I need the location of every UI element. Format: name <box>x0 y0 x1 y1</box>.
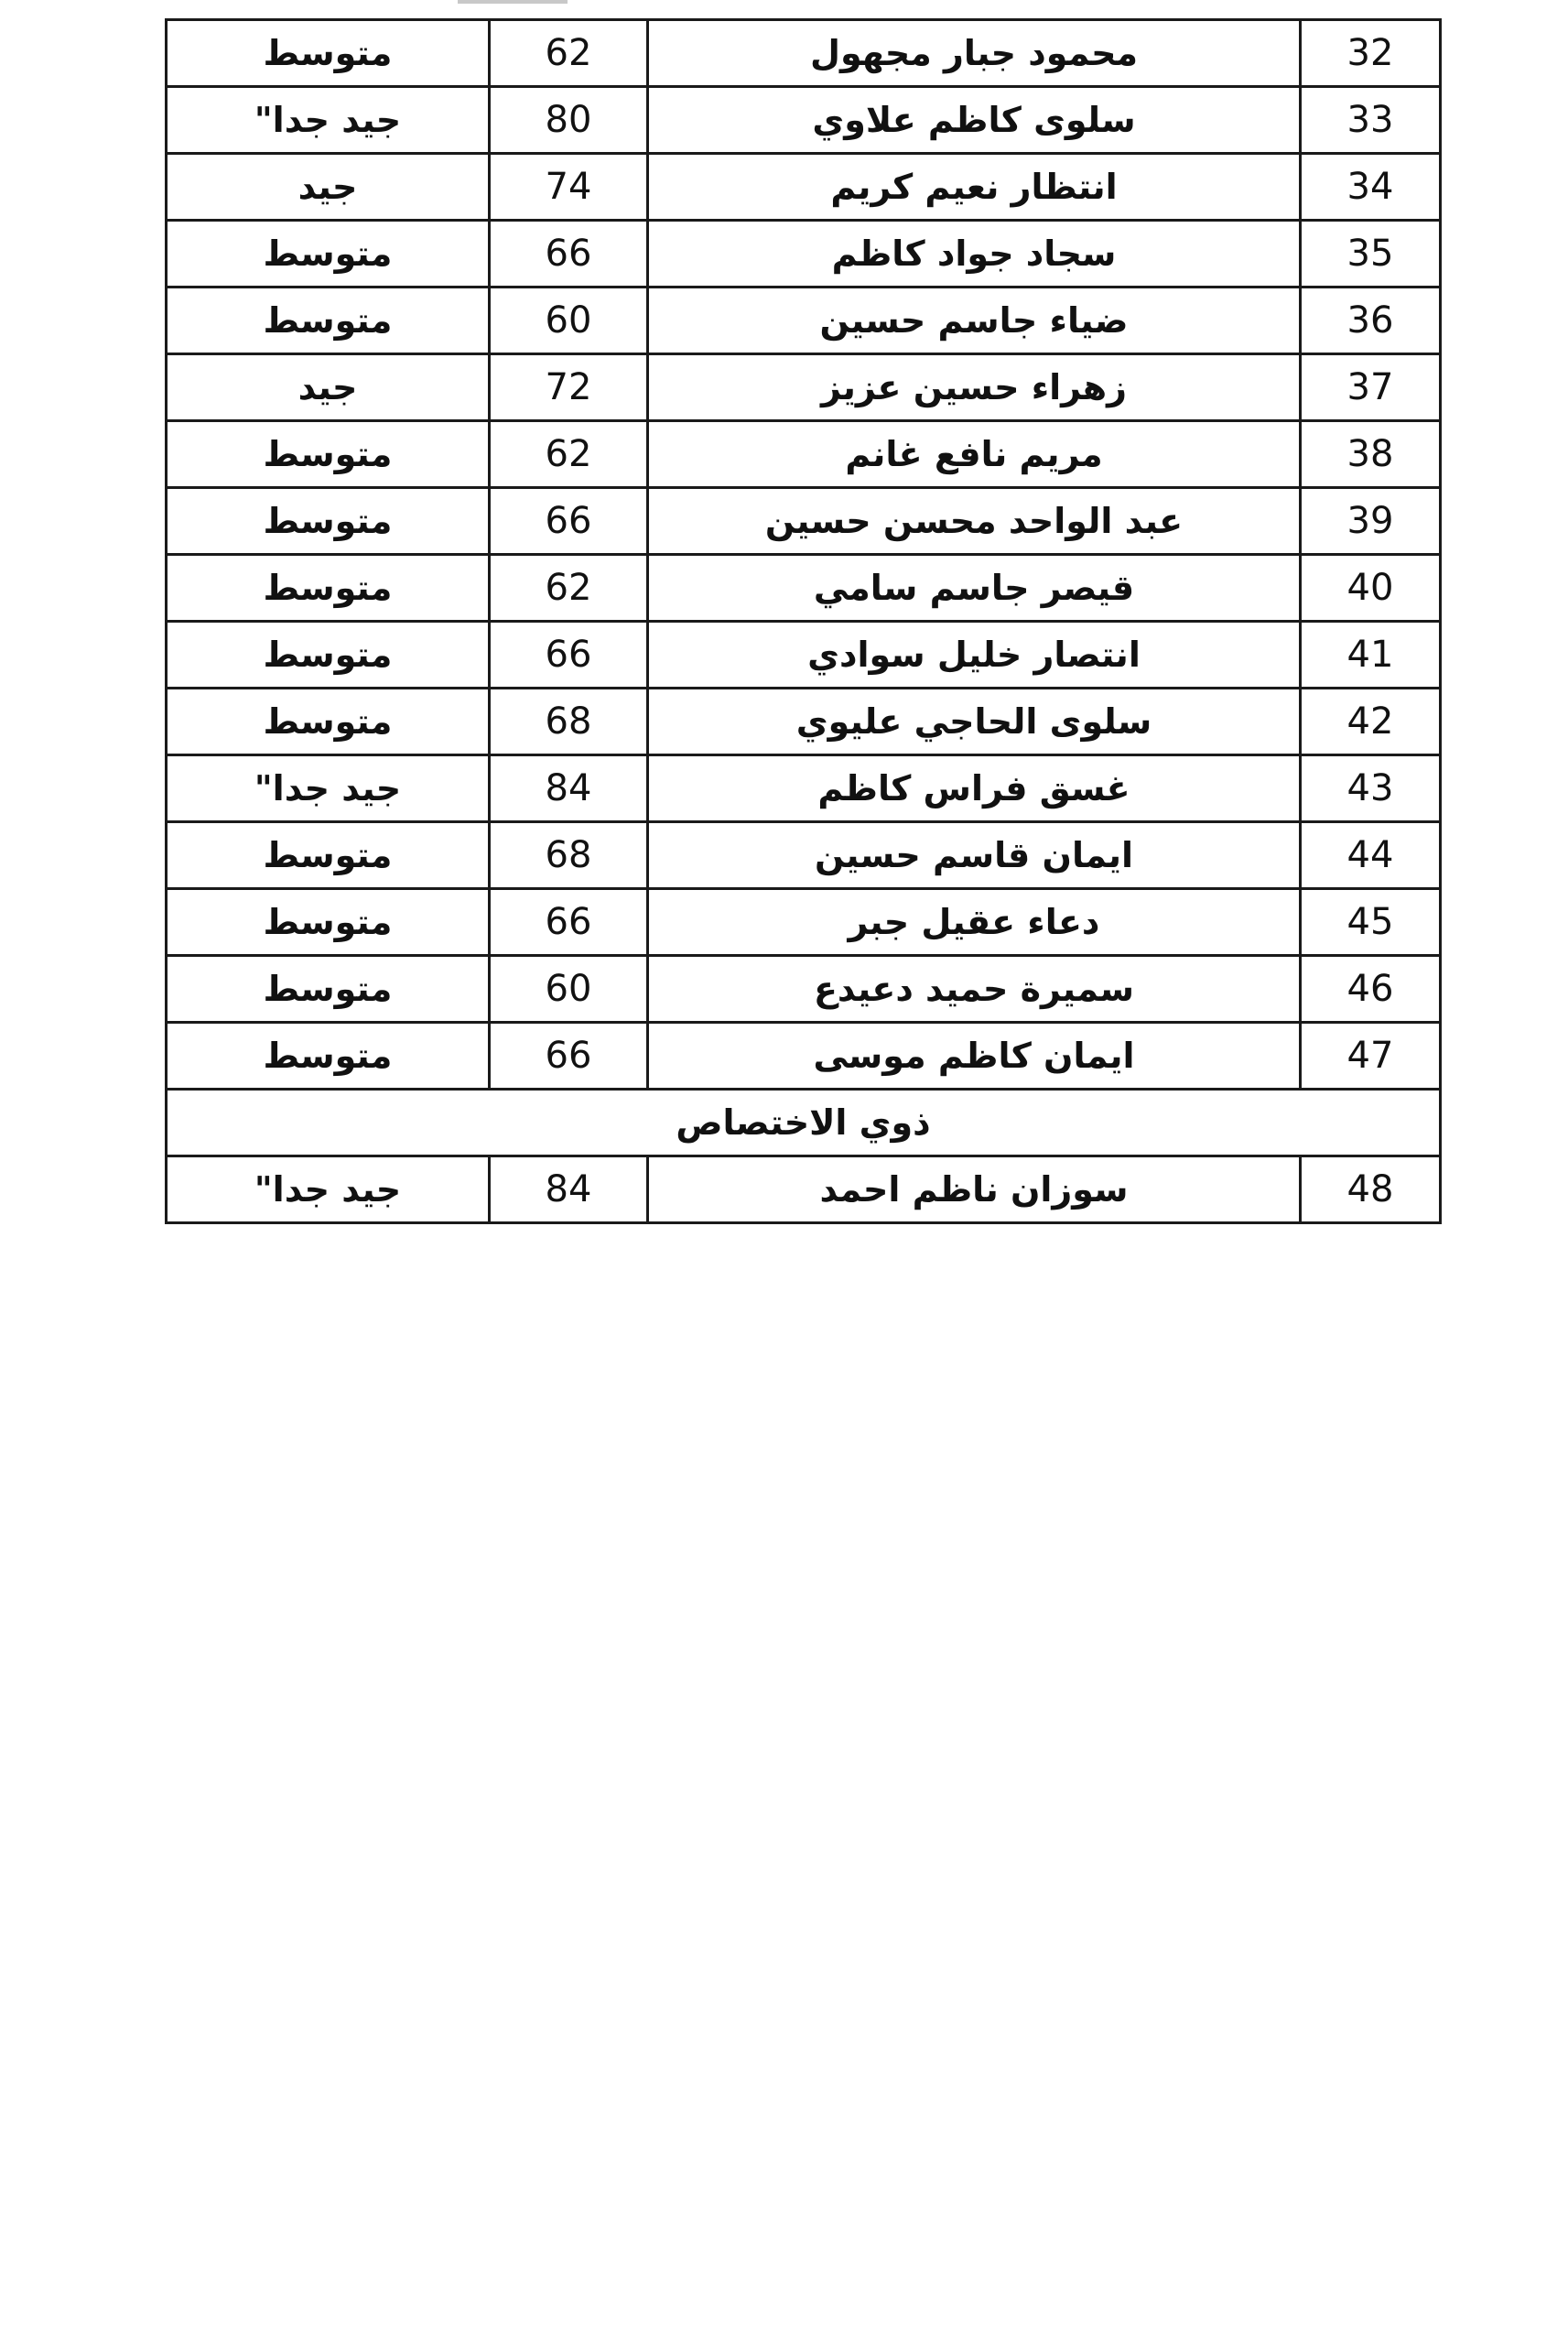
score-value: 62 <box>490 20 648 87</box>
table-row <box>167 354 1441 421</box>
grades-sheet <box>165 18 1428 1224</box>
section-header-row <box>167 1090 1441 1156</box>
score-value: 66 <box>490 889 648 956</box>
grade-label: متوسط <box>167 822 490 889</box>
score-value: 62 <box>490 421 648 488</box>
student-name: عبد الواحد محسن حسين <box>648 488 1301 555</box>
scan-mark <box>458 0 568 4</box>
row-number: 33 <box>1301 87 1441 154</box>
table-row <box>167 488 1441 555</box>
grades-table <box>165 18 1442 1224</box>
grade-label: متوسط <box>167 889 490 956</box>
student-name: سوزان ناظم احمد <box>648 1156 1301 1223</box>
student-name: ايمان قاسم حسين <box>648 822 1301 889</box>
table-row <box>167 154 1441 221</box>
student-name: ضياء جاسم حسين <box>648 288 1301 354</box>
score-value: 60 <box>490 956 648 1023</box>
grade-label: جيد <box>167 154 490 221</box>
table-row <box>167 1156 1441 1223</box>
table-row <box>167 1023 1441 1090</box>
score-value: 72 <box>490 354 648 421</box>
score-value: 80 <box>490 87 648 154</box>
table-row <box>167 87 1441 154</box>
grade-label: جيد جدا" <box>167 87 490 154</box>
grade-label: متوسط <box>167 956 490 1023</box>
grade-label: جيد جدا" <box>167 755 490 822</box>
grade-label: متوسط <box>167 20 490 87</box>
table-row <box>167 288 1441 354</box>
score-value: 62 <box>490 555 648 622</box>
row-number: 37 <box>1301 354 1441 421</box>
row-number: 35 <box>1301 221 1441 288</box>
student-name: سلوى الحاجي عليوي <box>648 689 1301 755</box>
score-value: 74 <box>490 154 648 221</box>
score-value: 60 <box>490 288 648 354</box>
score-value: 68 <box>490 822 648 889</box>
student-name: غسق فراس كاظم <box>648 755 1301 822</box>
table-row <box>167 889 1441 956</box>
row-number: 48 <box>1301 1156 1441 1223</box>
student-name: دعاء عقيل جبر <box>648 889 1301 956</box>
grade-label: متوسط <box>167 221 490 288</box>
score-value: 68 <box>490 689 648 755</box>
row-number: 39 <box>1301 488 1441 555</box>
table-row <box>167 822 1441 889</box>
student-name: سلوى كاظم علاوي <box>648 87 1301 154</box>
table-row <box>167 622 1441 689</box>
student-name: انتصار خليل سوادي <box>648 622 1301 689</box>
grade-label: متوسط <box>167 622 490 689</box>
row-number: 34 <box>1301 154 1441 221</box>
score-value: 84 <box>490 755 648 822</box>
student-name: ايمان كاظم موسى <box>648 1023 1301 1090</box>
student-name: سجاد جواد كاظم <box>648 221 1301 288</box>
row-number: 47 <box>1301 1023 1441 1090</box>
table-row <box>167 421 1441 488</box>
table-row <box>167 755 1441 822</box>
grade-label: متوسط <box>167 488 490 555</box>
row-number: 41 <box>1301 622 1441 689</box>
score-value: 66 <box>490 488 648 555</box>
row-number: 40 <box>1301 555 1441 622</box>
student-name: قيصر جاسم سامي <box>648 555 1301 622</box>
row-number: 38 <box>1301 421 1441 488</box>
row-number: 43 <box>1301 755 1441 822</box>
score-value: 66 <box>490 622 648 689</box>
table-row <box>167 555 1441 622</box>
score-value: 66 <box>490 1023 648 1090</box>
score-value: 66 <box>490 221 648 288</box>
grade-label: جيد جدا" <box>167 1156 490 1223</box>
row-number: 36 <box>1301 288 1441 354</box>
row-number: 44 <box>1301 822 1441 889</box>
grade-label: متوسط <box>167 288 490 354</box>
student-name: انتظار نعيم كريم <box>648 154 1301 221</box>
score-value: 84 <box>490 1156 648 1223</box>
grade-label: جيد <box>167 354 490 421</box>
grade-label: متوسط <box>167 689 490 755</box>
row-number: 45 <box>1301 889 1441 956</box>
grade-label: متوسط <box>167 555 490 622</box>
row-number: 42 <box>1301 689 1441 755</box>
student-name: مريم نافع غانم <box>648 421 1301 488</box>
table-row <box>167 689 1441 755</box>
row-number: 46 <box>1301 956 1441 1023</box>
student-name: سميرة حميد دعيدع <box>648 956 1301 1023</box>
grades-table-body <box>167 20 1441 1223</box>
grade-label: متوسط <box>167 1023 490 1090</box>
grade-label: متوسط <box>167 421 490 488</box>
row-number: 32 <box>1301 20 1441 87</box>
section-title: ذوي الاختصاص <box>167 1090 1441 1156</box>
table-row <box>167 956 1441 1023</box>
student-name: محمود جبار مجهول <box>648 20 1301 87</box>
table-row <box>167 221 1441 288</box>
student-name: زهراء حسين عزيز <box>648 354 1301 421</box>
table-row <box>167 20 1441 87</box>
